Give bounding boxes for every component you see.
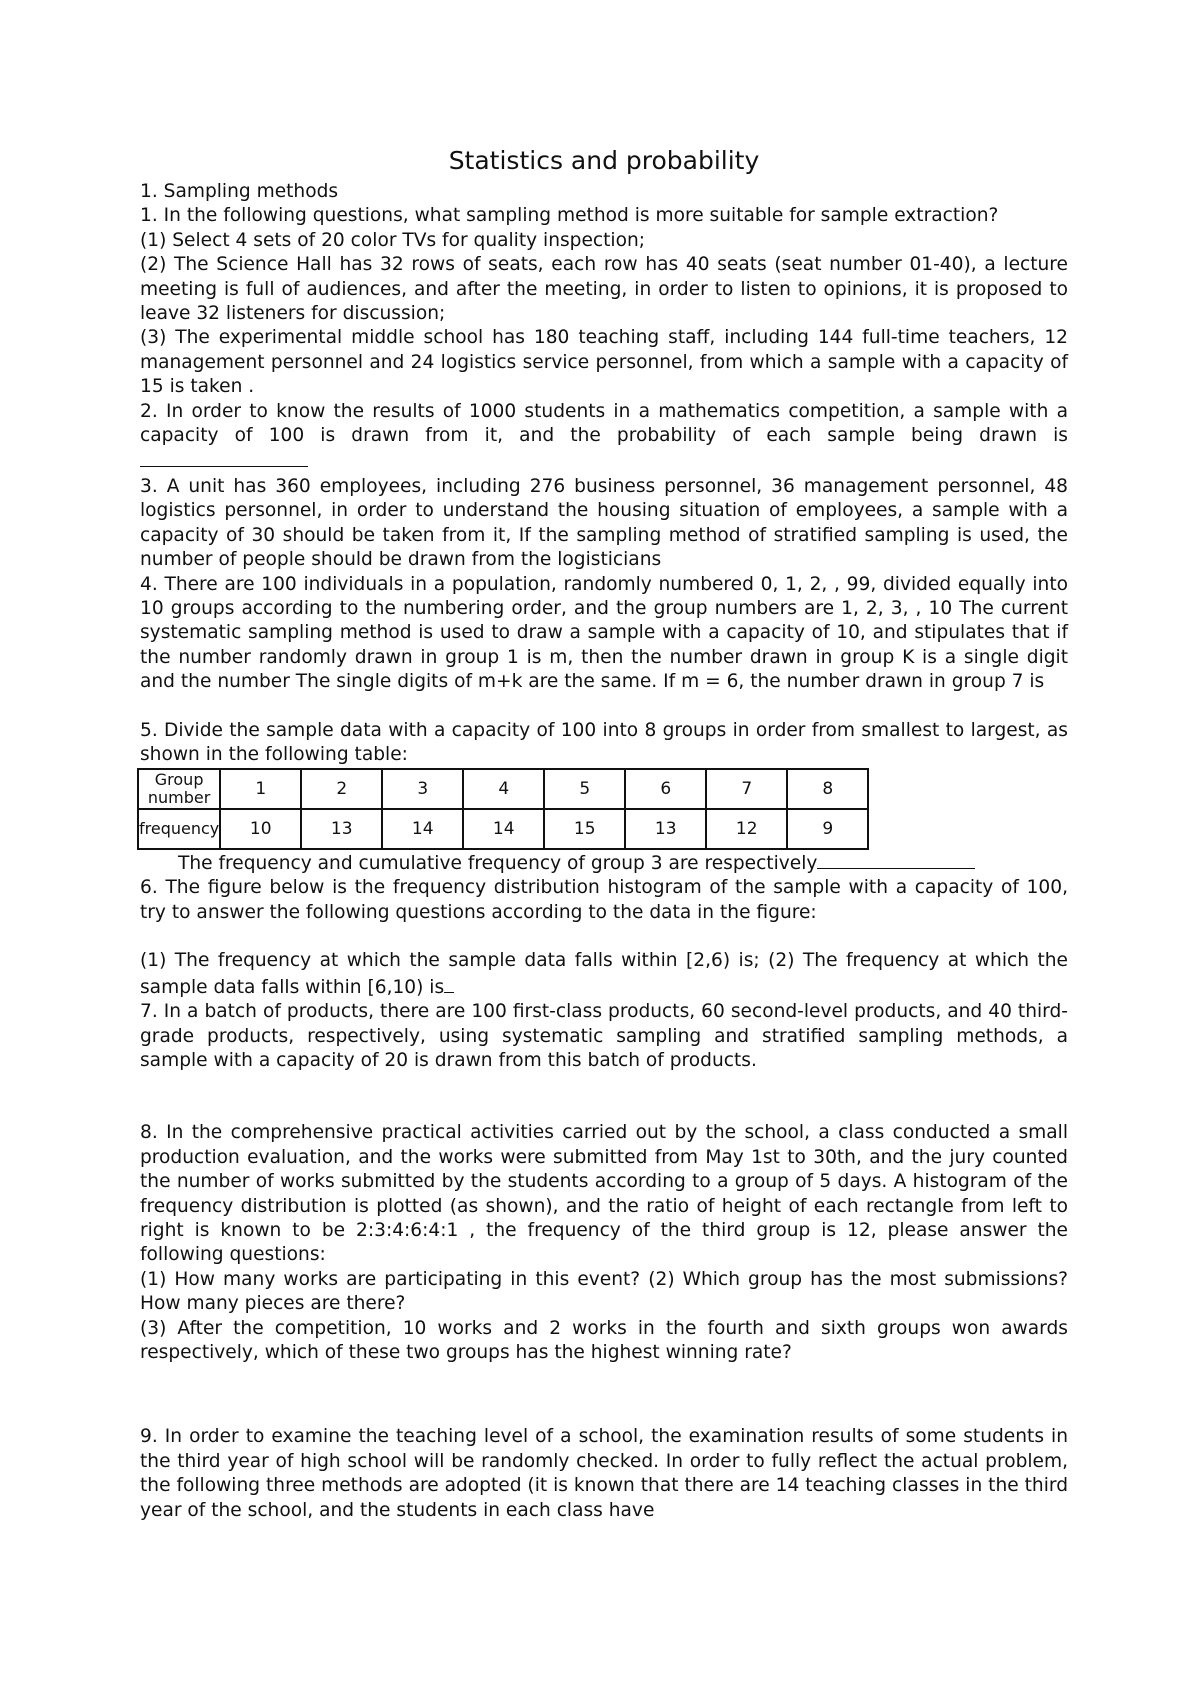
question-7: 7. In a batch of products, there are 100 first-class products, 60 second-level products, and 40 third-grade products, respectively, using systematic sampling and stratified sampling methods, a sample with a capacity of 20 is drawn from this batch of products.	[140, 1001, 1068, 1071]
question-1: 1. In the following questions, what sampling method is more suitable for sample extraction?	[140, 205, 999, 227]
table-cell: 8	[787, 769, 868, 809]
table-cell: 1	[220, 769, 301, 809]
table-row	[138, 769, 868, 809]
question-9: 9. In order to examine the teaching level of a school, the examination results of some students in the third year of high school will be randomly checked. In order to fully reflect the actual problem, the following three methods are adopted (it is known that there are 14 teaching classes in the third year of the school, and the students in each class have	[140, 1426, 1068, 1521]
answer-blank	[444, 974, 454, 993]
question-6-parts	[140, 949, 1068, 1000]
table-row	[138, 809, 868, 849]
question-5-followup-text: The frequency and cumulative frequency of group 3 are respectively	[178, 852, 818, 874]
question-8-part-3: (3) After the competition, 10 works and 2 works in the fourth and sixth groups won awards respectively, which of these two groups has the highest winning rate?	[140, 1317, 1068, 1364]
question-5: 5. Divide the sample data with a capacity of 100 into 8 groups in order from smallest to largest, as shown in the following table:	[140, 719, 1068, 766]
page-title: Statistics and probability	[448, 146, 760, 175]
question-2	[140, 400, 1068, 475]
question-8: 8. In the comprehensive practical activities carried out by the school, a class conducted a small production evaluation, and the works were submitted from May 1st to 30th, and the jury counted the number of works submitted by the students according to a group of 5 days. A histogram of the frequency distribution is plotted (as shown), and the ratio of height of each rectangle from left to right is known to be 2:3:4:6:4:1 , the frequency of the third group is 12, please answer the following questions:	[140, 1122, 1068, 1266]
section-heading: 1. Sampling methods	[140, 181, 339, 202]
table-cell: 14	[463, 809, 544, 849]
table-cell: 6	[625, 769, 706, 809]
table-cell: 15	[544, 809, 625, 849]
answer-blank	[140, 448, 308, 467]
table-cell: 12	[706, 809, 787, 849]
table-cell: 7	[706, 769, 787, 809]
frequency-table	[137, 768, 869, 850]
question-2-text: 2. In order to know the results of 1000 students in a mathematics competition, a sample with a capacity of 100 is drawn from it, and the probability of each sample being drawn is	[140, 400, 1068, 447]
table-cell: 9	[787, 809, 868, 849]
table-cell: 10	[220, 809, 301, 849]
question-6: 6. The figure below is the frequency distribution histogram of the sample with a capacity of 100, try to answer the following questions according to the data in the figure:	[140, 877, 1068, 923]
table-cell: 14	[382, 809, 463, 849]
question-1-part-1: (1) Select 4 sets of 20 color TVs for quality inspection;	[140, 229, 646, 251]
table-header-cell: Group number	[138, 769, 220, 809]
question-5-followup	[140, 850, 1068, 876]
question-6-parts-text: (1) The frequency at which the sample data falls within [2,6) is; (2) The frequency at which the sample data falls within [6,10) is	[140, 950, 1068, 998]
answer-blank	[817, 850, 975, 869]
table-cell: 3	[382, 769, 463, 809]
table-cell: 4	[463, 769, 544, 809]
table-cell: 13	[625, 809, 706, 849]
question-1-part-3: (3) The experimental middle school has 180 teaching staff, including 144 full-time teachers, 12 management personnel and 24 logistics service personnel, from which a sample with a capacity of 15 is taken .	[140, 327, 1068, 398]
question-3: 3. A unit has 360 employees, including 276 business personnel, 36 management personnel, 48 logistics personnel, in order to understand the housing situation of employees, a sample with a capacity of 30 should be taken from it, If the sampling method of stratified sampling is used, the number of people should be drawn from the logisticians	[140, 475, 1068, 571]
table-cell: 5	[544, 769, 625, 809]
table-header-cell: frequency	[138, 809, 220, 849]
question-8-parts: (1) How many works are participating in this event? (2) Which group has the most submissions? How many pieces are there?	[140, 1268, 1068, 1315]
document-page	[140, 140, 1068, 1523]
table-cell: 2	[301, 769, 382, 809]
question-1-part-2: (2) The Science Hall has 32 rows of seats, each row has 40 seats (seat number 01-40), a lecture meeting is full of audiences, and after the meeting, in order to listen to opinions, it is proposed to leave 32 listeners for discussion;	[140, 254, 1068, 325]
question-4: 4. There are 100 individuals in a population, randomly numbered 0, 1, 2, , 99, divided equally into 10 groups according to the numbering order, and the group numbers are 1, 2, 3, , 10 The current systematic sampling method is used to draw a sample with a capacity of 10, and stipulates that if the number randomly drawn in group 1 is m, then the number drawn in group K is a single digit and the number The single digits of m+k are the same. If m = 6, the number drawn in group 7 is	[140, 573, 1068, 693]
table-cell: 13	[301, 809, 382, 849]
